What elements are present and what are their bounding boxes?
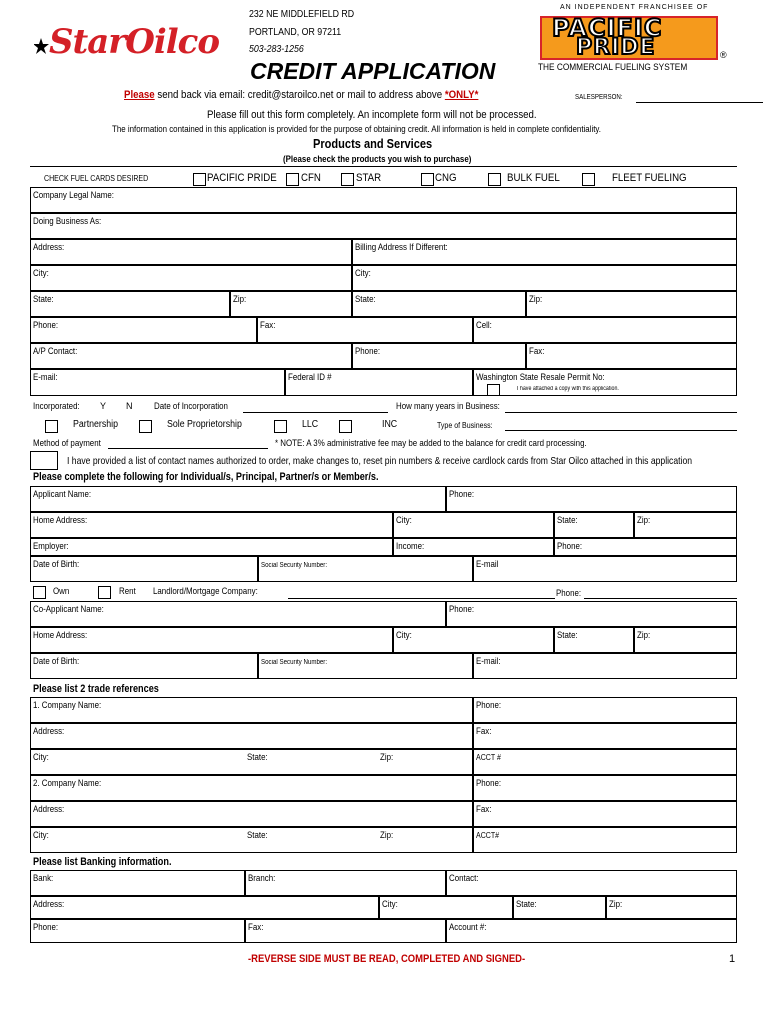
- franchise-caption: AN INDEPENDENT FRANCHISEE OF: [560, 4, 709, 11]
- fleet-fueling-label: FLEET FUELING: [612, 172, 687, 184]
- staroilco-logo: [34, 18, 220, 66]
- trade2-fax-field[interactable]: Fax:: [473, 801, 737, 827]
- bank-name-field[interactable]: Bank:: [30, 870, 245, 896]
- trade2-acct-field[interactable]: ACCT#: [473, 827, 737, 853]
- wa-permit-field[interactable]: Washington State Resale Permit No:: [473, 369, 737, 396]
- co-applicant-state-field[interactable]: State:: [554, 627, 634, 653]
- employer-field[interactable]: Employer:: [30, 538, 393, 556]
- send-text: send back via email: credit@staroilco.net or mail to address above: [154, 89, 445, 101]
- star-label: STAR: [356, 172, 382, 184]
- trade1-company-field[interactable]: 1. Company Name:: [30, 697, 473, 723]
- cng-label: CNG: [435, 172, 457, 184]
- state-field[interactable]: State:: [30, 291, 230, 317]
- bank-state-field[interactable]: State:: [513, 896, 606, 919]
- ap-contact-field[interactable]: A/P Contact:: [30, 343, 352, 369]
- city-field[interactable]: City:: [30, 265, 352, 291]
- applicant-phone-field[interactable]: Phone:: [446, 486, 737, 512]
- admin-fee-note: * NOTE: A 3% administrative fee may be added to the balance for credit card processing.: [275, 438, 587, 448]
- fill-note: Please fill out this form completely. An incomplete form will not be processed.: [207, 109, 537, 121]
- method-payment-label: Method of payment: [33, 438, 101, 448]
- applicant-home-address-field[interactable]: Home Address:: [30, 512, 393, 538]
- co-applicant-zip-field[interactable]: Zip:: [634, 627, 737, 653]
- own-label: Own: [53, 586, 70, 596]
- type-business-label: Type of Business:: [437, 421, 493, 430]
- please-label: Please: [124, 89, 155, 101]
- email-field[interactable]: E-mail:: [30, 369, 285, 396]
- bulk-fuel-label: BULK FUEL: [507, 172, 560, 184]
- zip-field[interactable]: Zip:: [230, 291, 352, 317]
- bulk-fuel-checkbox[interactable]: [488, 173, 501, 186]
- sole-proprietorship-label: Sole Proprietorship: [167, 419, 242, 430]
- trade2-zip-field[interactable]: Zip:: [378, 827, 473, 853]
- years-business-label: How many years in Business:: [396, 401, 500, 411]
- incorporated-no[interactable]: N: [126, 401, 133, 411]
- products-subtitle: (Please check the products you wish to purchase): [283, 154, 472, 164]
- trade1-fax-field[interactable]: Fax:: [473, 723, 737, 749]
- co-applicant-home-address-field[interactable]: Home Address:: [30, 627, 393, 653]
- cfn-checkbox[interactable]: [286, 173, 299, 186]
- bank-fax-field[interactable]: Fax:: [245, 919, 446, 943]
- pacific-pride-logo: [538, 4, 728, 72]
- permit-attached-checkbox[interactable]: [487, 384, 500, 396]
- trade1-acct-field[interactable]: ACCT #: [473, 749, 737, 775]
- incorporated-label: Incorporated:: [33, 401, 80, 411]
- cfn-label: CFN: [301, 172, 321, 184]
- address-field[interactable]: Address:: [30, 239, 352, 265]
- billing-zip-field[interactable]: Zip:: [526, 291, 737, 317]
- bank-address-field[interactable]: Address:: [30, 896, 379, 919]
- phone-field[interactable]: Phone:: [30, 317, 257, 343]
- trade-references-title: Please list 2 trade references: [33, 683, 159, 695]
- only-label: *ONLY*: [444, 89, 479, 101]
- llc-label: LLC: [302, 419, 319, 430]
- co-applicant-city-field[interactable]: City:: [393, 627, 554, 653]
- co-applicant-dob-field[interactable]: Date of Birth:: [30, 653, 258, 679]
- contact-list-note: I have provided a list of contact names authorized to order, make changes to, reset pin numbers & receive cardlock cards from Star Oilco attached in this application: [67, 455, 693, 467]
- applicant-state-field[interactable]: State:: [554, 512, 634, 538]
- rent-checkbox[interactable]: [98, 586, 111, 599]
- cell-field[interactable]: Cell:: [473, 317, 737, 343]
- fax-field[interactable]: Fax:: [257, 317, 473, 343]
- check-fuel-label: CHECK FUEL CARDS DESIRED: [44, 174, 149, 183]
- company-address-line1: 232 NE MIDDLEFIELD RD: [249, 9, 355, 20]
- applicant-ssn-field[interactable]: Social Security Number:: [258, 556, 473, 582]
- co-applicant-email-field[interactable]: E-mail:: [473, 653, 737, 679]
- page-number: 1: [729, 953, 736, 965]
- dba-field[interactable]: Doing Business As:: [30, 213, 737, 239]
- bank-account-field[interactable]: Account #:: [446, 919, 737, 943]
- trade2-company-field[interactable]: 2. Company Name:: [30, 775, 473, 801]
- bank-branch-field[interactable]: Branch:: [245, 870, 446, 896]
- bank-zip-field[interactable]: Zip:: [606, 896, 737, 919]
- company-address-line2: PORTLAND, OR 97211: [249, 27, 342, 38]
- trade1-address-field[interactable]: Address:: [30, 723, 473, 749]
- pacific-pride-label: PACIFIC PRIDE: [207, 172, 277, 184]
- products-title: Products and Services: [313, 136, 433, 151]
- applicant-zip-field[interactable]: Zip:: [634, 512, 737, 538]
- trade1-zip-field[interactable]: Zip:: [378, 749, 473, 775]
- method-payment-field[interactable]: [108, 448, 268, 449]
- company-phone: 503-283-1256: [249, 44, 304, 55]
- llc-checkbox[interactable]: [274, 420, 287, 433]
- company-legal-name-field[interactable]: Company Legal Name:: [30, 187, 737, 213]
- individuals-title: Please complete the following for Individual/s, Principal, Partner/s or Member/s.: [33, 471, 379, 483]
- fleet-fueling-checkbox[interactable]: [582, 173, 595, 186]
- billing-state-field[interactable]: State:: [352, 291, 526, 317]
- inc-label: INC: [382, 419, 398, 430]
- trade1-phone-field[interactable]: Phone:: [473, 697, 737, 723]
- landlord-label: Landlord/Mortgage Company:: [153, 586, 258, 596]
- bank-city-field[interactable]: City:: [379, 896, 513, 919]
- ap-phone-field[interactable]: Phone:: [352, 343, 526, 369]
- pacific-pride-checkbox[interactable]: [193, 173, 206, 186]
- billing-address-field[interactable]: Billing Address If Different:: [352, 239, 737, 265]
- employer-phone-field[interactable]: Phone:: [554, 538, 737, 556]
- landlord-phone-field[interactable]: [584, 598, 737, 599]
- salesperson-field[interactable]: [636, 102, 763, 103]
- inc-checkbox[interactable]: [339, 420, 352, 433]
- trade1-state-field[interactable]: State:: [245, 749, 378, 775]
- registered-mark: ®: [720, 50, 727, 60]
- trade2-city-field[interactable]: City:: [30, 827, 245, 853]
- co-applicant-name-field[interactable]: Co-Applicant Name:: [30, 601, 446, 627]
- co-applicant-ssn-field[interactable]: Social Security Number:: [258, 653, 473, 679]
- landlord-phone-label: Phone:: [556, 588, 582, 598]
- own-checkbox[interactable]: [33, 586, 46, 599]
- form-title: CREDIT APPLICATION: [250, 58, 496, 84]
- ap-fax-field[interactable]: Fax:: [526, 343, 737, 369]
- pp-tagline: THE COMMERCIAL FUELING SYSTEM: [538, 62, 688, 72]
- send-instructions: [124, 89, 478, 101]
- incorporated-yes[interactable]: Y: [100, 401, 107, 411]
- billing-city-field[interactable]: City:: [352, 265, 737, 291]
- trade2-state-field[interactable]: State:: [245, 827, 378, 853]
- years-business-field[interactable]: [505, 412, 737, 413]
- reverse-side-notice: -REVERSE SIDE MUST BE READ, COMPLETED AND SIGNED-: [248, 953, 526, 965]
- co-applicant-phone-field[interactable]: Phone:: [446, 601, 737, 627]
- rent-label: Rent: [119, 586, 136, 596]
- applicant-city-field[interactable]: City:: [393, 512, 554, 538]
- bank-contact-field[interactable]: Contact:: [446, 870, 737, 896]
- pp-word1: PACIFIC: [552, 14, 663, 42]
- date-incorporation-label: Date of Incorporation: [154, 401, 228, 411]
- trade1-city-field[interactable]: City:: [30, 749, 245, 775]
- applicant-dob-field[interactable]: Date of Birth:: [30, 556, 258, 582]
- federal-id-field[interactable]: Federal ID #: [285, 369, 473, 396]
- banking-title: Please list Banking information.: [33, 856, 172, 868]
- trade2-phone-field[interactable]: Phone:: [473, 775, 737, 801]
- trade2-address-field[interactable]: Address:: [30, 801, 473, 827]
- salesperson-label: SALESPERSON:: [575, 94, 623, 101]
- contact-list-checkbox[interactable]: [30, 451, 58, 470]
- date-incorporation-field[interactable]: [243, 412, 388, 413]
- applicant-name-field[interactable]: Applicant Name:: [30, 486, 446, 512]
- type-business-field[interactable]: [505, 430, 737, 431]
- star-checkbox[interactable]: [341, 173, 354, 186]
- applicant-email-field[interactable]: E-mail: [473, 556, 737, 582]
- sole-proprietorship-checkbox[interactable]: [139, 420, 152, 433]
- partnership-checkbox[interactable]: [45, 420, 58, 433]
- bank-phone-field[interactable]: Phone:: [30, 919, 245, 943]
- confidentiality-note: The information contained in this application is provided for the purpose of obtaining credit. All information is held in complete confidentiality.: [112, 124, 601, 134]
- pp-word2: PRIDE: [576, 35, 656, 60]
- cng-checkbox[interactable]: [421, 173, 434, 186]
- income-field[interactable]: Income:: [393, 538, 554, 556]
- partnership-label: Partnership: [73, 419, 119, 430]
- landlord-field[interactable]: [288, 598, 555, 599]
- logo-text: StarOilco: [49, 22, 220, 62]
- permit-attached-label: I have attached a copy with this application.: [517, 386, 619, 392]
